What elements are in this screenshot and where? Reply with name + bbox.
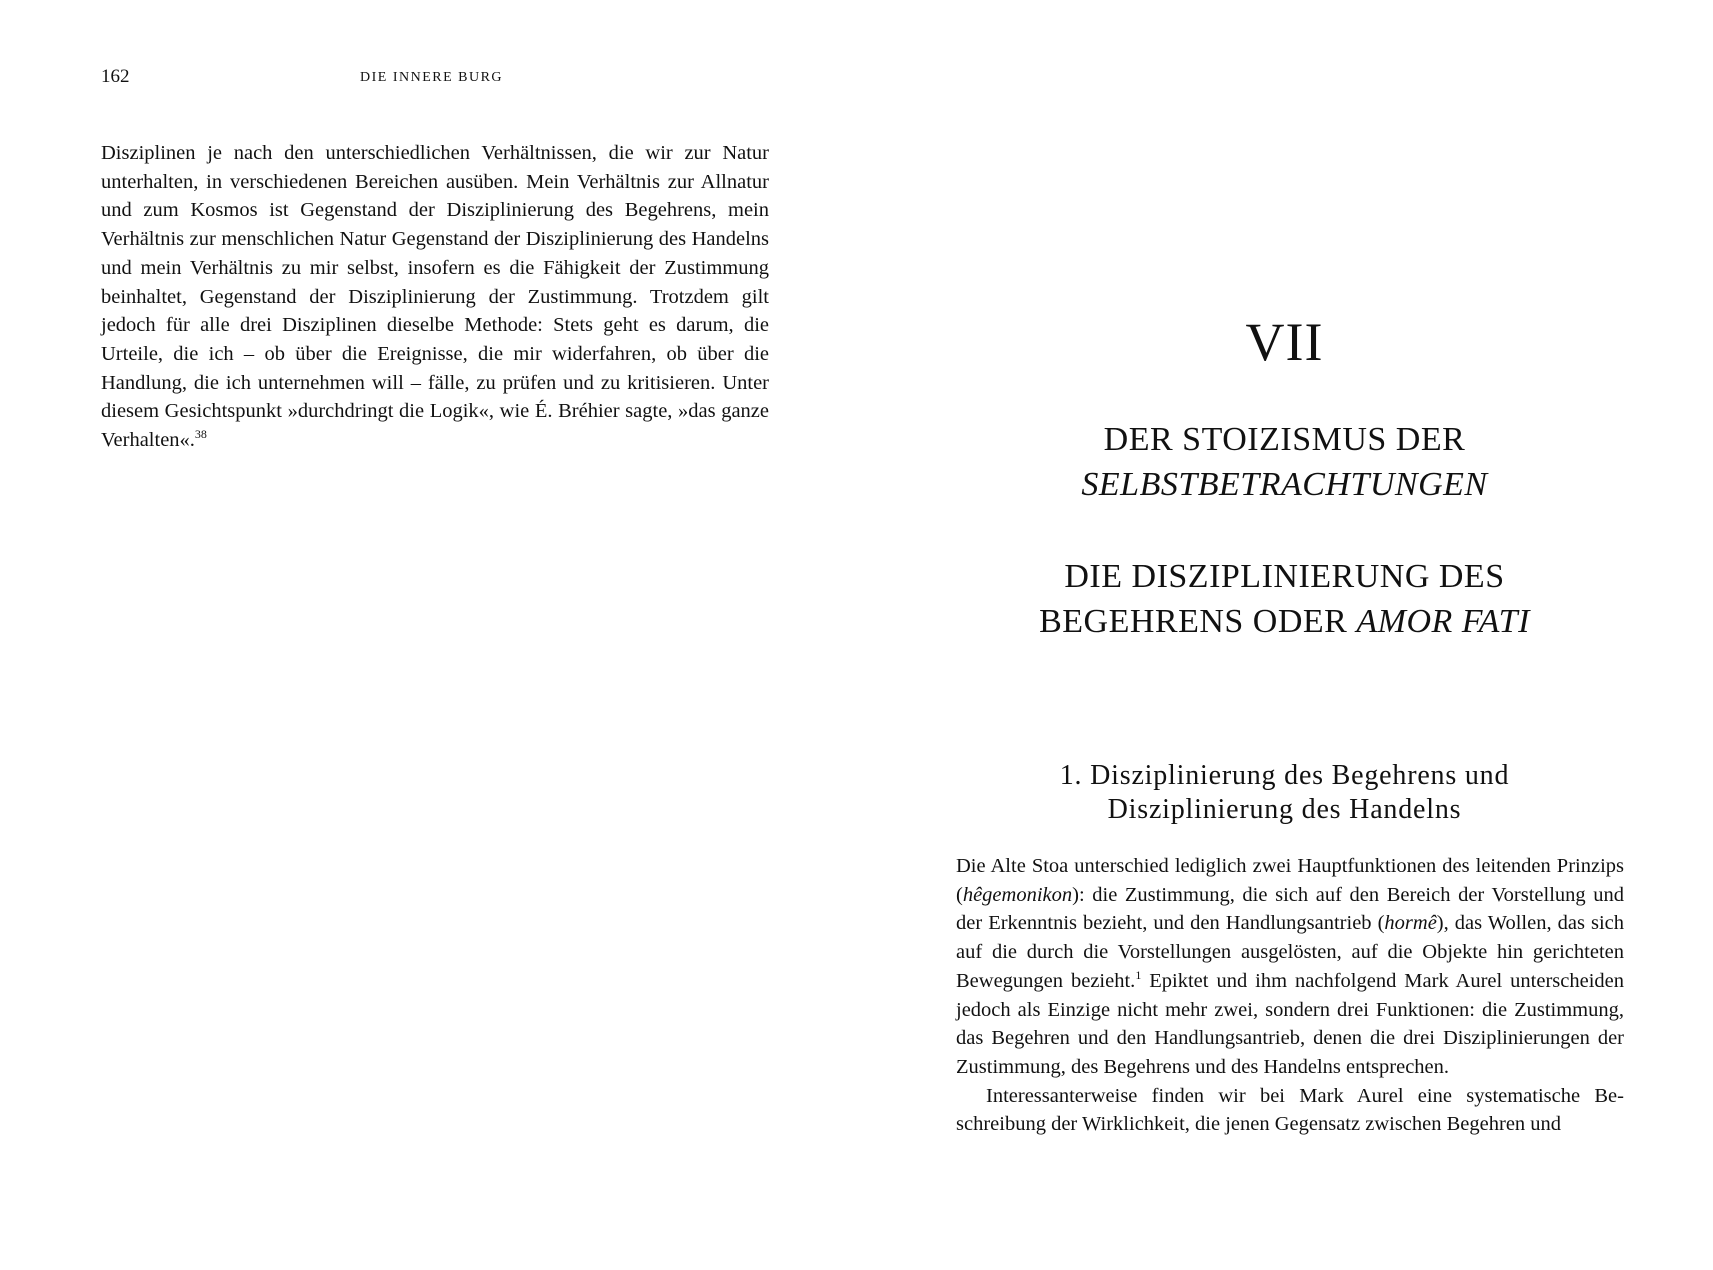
chapter-subtitle-plain: BEGEHRENS ODER [1039, 603, 1357, 640]
chapter-title-line-italic: SELBSTBETRACHTUNGEN [1081, 466, 1488, 503]
paragraph [956, 852, 1624, 1082]
chapter-subtitle-line [856, 599, 1713, 644]
footnote-marker: 1 [1135, 967, 1142, 982]
left-paragraph-text: Disziplinen je nach den unterschiedlichen Verhältnissen, die wir zur Natur unterhalten, in verschiedenen Bereichen ausüben. Mein Verhältnis zur Allnatur und zum Kosmos ist Gegenstand der Disziplinierung des Begehrens, mein Verhältnis zur menschlichen Natur Gegenstand der Disziplinierung des Handelns und mein Verhältnis zu mir selbst, insofern es die Fähigkeit der Zustimmung beinhaltet, Gegenstand der Disziplinierung der Zustimmung. Trotzdem gilt jedoch für alle drei Disziplinen dieselbe Methode: Stets geht es darum, die Urteile, die ich – ob über die Ereignisse, die mir widerfahren, ob über die Handlung, die ich unternehmen will – fälle, zu prüfen und zu kritisieren. Unter diesem Gesichtspunkt »durchdringt die Logik«, wie É. Bréhier sagte, »das ganze Verhalten«. [101, 142, 769, 452]
left-body-text [101, 139, 769, 455]
chapter-title-line: DER STOIZISMUS DER [1103, 421, 1466, 458]
chapter-subtitle [856, 554, 1713, 644]
section-heading-line: Disziplinierung des Handelns [1107, 794, 1462, 825]
chapter-title [856, 417, 1713, 507]
paragraph: Interessanterweise finden wir bei Mark Aurel eine systematische Beschreibung der Wirklichkeit, die jenen Gegensatz zwischen Begehren und [956, 1084, 1624, 1136]
paragraph-text: Epiktet und ihm nachfolgend Mark Aurel unterscheiden jedoch als Einzige nicht mehr zwei, sondern drei Funktionen: die Zustimmung, das Begehren und den Handlungsantrieb, denen die drei Disziplinierungen der Zustimmung, des Begehrens und des Handelns entsprechen. [956, 969, 1624, 1078]
chapter-subtitle-line: DIE DISZIPLINIERUNG DES [1064, 558, 1505, 595]
right-page [856, 0, 1713, 1270]
chapter-subtitle-italic: AMOR FATI [1356, 603, 1530, 640]
footnote-marker: 38 [194, 427, 207, 442]
left-paragraph [101, 139, 769, 455]
section-heading [856, 759, 1713, 827]
greek-term: hêgemonikon [962, 883, 1073, 906]
section-heading-line: 1. Disziplinierung des Begehrens und [1059, 760, 1510, 791]
paragraph-text: Die Alte Stoa unterschied lediglich zwei Hauptfunktionen des leitenden Prinzips ( [956, 855, 1624, 906]
chapter-number: VII [1245, 312, 1324, 372]
right-body-text [956, 852, 1624, 1139]
running-title: DIE INNERE BURG [360, 70, 504, 85]
page-number: 162 [101, 66, 130, 87]
greek-term: hormê [1384, 912, 1437, 935]
paragraph-text: ): die Zustimmung, die sich auf den Bereich der Vorstellung und der Erkenntnis bezieht, und den Handlungsantrieb ( [956, 883, 1624, 935]
paragraph-text: ), das Wollen, das sich auf die durch die Vorstellungen ausgelösten, auf die Objekte hin gerichteten Bewegungen bezieht. [956, 912, 1624, 992]
left-page [0, 0, 856, 1270]
